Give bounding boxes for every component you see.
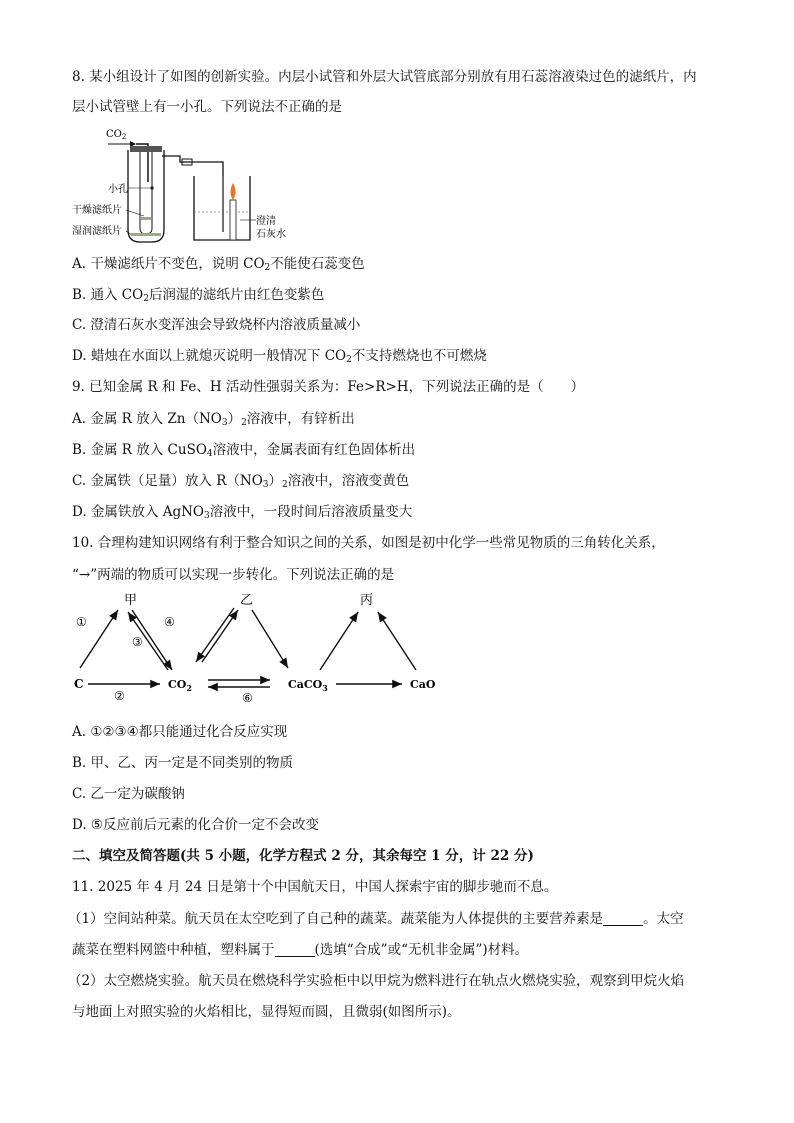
arrow-co2-to-yi [202,610,238,662]
label-n3: ③ [132,635,143,649]
q10-stem-line2: “→”两端的物质可以实现一步转化。下列说法正确的是 [72,567,395,583]
q9-a-mid: ） [227,411,242,427]
q10-option-c: C. 乙一定为碳酸钠 [72,786,185,802]
label-n2: ② [114,689,125,702]
q9-b-text: B. 金属 R 放入 CuSO [72,442,207,458]
q9-d-text: D. 金属铁放入 AgNO [72,504,204,520]
q8-option-d [72,346,487,370]
hole-dot [150,186,153,189]
q9-c-mid: ） [268,473,283,489]
q11-blank-nutrient[interactable] [603,911,643,926]
q9-d-text2: 溶液中，一段时间后溶液质量变大 [209,504,413,520]
dry-paper [141,217,151,220]
q8-option-c: C. 澄清石灰水变浑浊会导致烧杯内溶液质量减小 [72,317,361,333]
q8-d-text: D. 蜡烛在水面以上就熄灭说明一般情况下 CO [72,348,347,364]
node-cao: CaO [410,678,436,691]
wet-paper-label: 湿润滤纸片 [72,226,122,237]
q9-option-a [72,409,355,433]
hole-label: 小孔 [108,184,128,195]
inner-test-tube [140,152,152,234]
node-bing: 丙 [360,593,374,608]
q8-a-text: A. 干燥滤纸片不变色，说明 CO [72,256,265,272]
q11-part1-line2 [72,940,528,960]
q9-stem: 9. 已知金属 R 和 Fe、H 活动性强弱关系为：Fe>R>H，下列说法正确的是（ ） [72,379,585,395]
q8-a-sub: 2 [264,263,271,273]
node-co2: $CO_2$ [168,678,192,693]
q9-a-text: A. 金属 R 放入 Zn（NO [72,411,222,427]
q9-a-sub: 3 [221,418,228,428]
q11-p1-l2-text2: (选填“合成”或“无机非金属”)材料。 [314,942,529,958]
beaker [194,176,250,240]
q11-p1-l2-text: 蔬菜在塑料网篮中种植，塑料属于 [72,942,275,958]
candle-flame [231,183,236,200]
q11-stem: 11. 2025 年 4 月 24 日是第十个中国航天日，中国人探索宇宙的脚步驰而不息。 [72,879,558,895]
q9-c-sub2: 2 [282,480,288,490]
q8-a-text2: 不能使石蕊变色 [270,256,365,272]
arrow-cao-to-bing [378,612,416,670]
limewater-label-1: 澄清 [256,216,276,227]
q9-b-text2: 溶液中，金属表面有红色固体析出 [212,442,416,458]
co2-label: $CO_2$ [106,129,127,141]
q10-stem-line1: 10. 合理构建知识网络有利于整合知识之间的关系，如图是初中化学一些常见物质的三角转化关系， [72,535,665,551]
q9-option-b [72,440,415,464]
stopper [130,146,162,152]
wet-paper [131,233,161,236]
q8-stem-line2: 层小试管壁上有一小孔。下列说法不正确的是 [72,99,342,115]
q9-option-d [72,502,412,526]
node-c: C [74,677,84,691]
q10-option-a: A. ①②③④都只能通过化合反应实现 [72,724,288,740]
q11-part2-line2: 与地面上对照实验的火焰相比，显得短而圆，且微弱(如图所示)。 [72,1004,461,1020]
q9-c-text2: 溶液中，溶液变黄色 [287,473,410,489]
q11-blank-material[interactable] [275,942,315,957]
node-yi: 乙 [240,593,254,608]
q8-b-text: B. 通入 CO [72,287,144,303]
arrow-yi-to-co2 [196,608,234,662]
dry-leader [126,210,144,216]
q8-option-a [72,254,365,278]
q8-d-sub: 2 [346,355,352,365]
label-n4: ④ [164,615,175,629]
q9-c-sub: 3 [262,480,269,490]
q8-stem-line1: 8. 某小组设计了如图的创新实验。内层小试管和外层大试管底部分别放有用石蕊溶液染过色的滤纸片，内 [72,69,697,85]
q9-b-sub: 4 [206,449,213,459]
q9-d-sub: 3 [204,511,210,521]
q10-conversion-figure [68,590,448,702]
label-n1: ① [76,615,87,629]
outer-test-tube [128,150,164,242]
q8-b-text2: 后润湿的滤纸片由红色变紫色 [148,287,325,303]
q10-option-d: D. ⑤反应前后元素的化合价一定不会改变 [72,817,320,833]
q11-part2-line1: （2）太空燃烧实验。航天员在燃烧科学实验柜中以甲烷为燃料进行在轨点火燃烧实验，观察到甲烷火焰 [68,973,685,989]
q8-option-b [72,285,324,309]
node-jia: 甲 [124,593,138,608]
q10-option-b: B. 甲、乙、丙一定是不同类别的物质 [72,755,294,771]
label-n6: ⑥ [242,691,253,702]
arrow-caco3-to-bing [320,612,358,670]
q8-b-sub: 2 [143,294,149,304]
q9-c-text: C. 金属铁（足量）放入 R（NO [72,473,263,489]
limewater-label-2: 石灰水 [256,229,286,240]
q9-a-text2: 溶液中，有锌析出 [246,411,355,427]
section2-heading: 二、填空及简答题(共 5 小题，化学方程式 2 分，其余每空 1 分，计 22 分) [72,848,534,864]
q9-option-c [72,471,409,495]
q8-apparatus-figure [68,120,308,245]
q8-d-text2: 不支持燃烧也不可燃烧 [351,348,487,364]
node-caco3: CaCO$_3$ [288,678,328,693]
q11-p1-text2: 。太空 [643,911,684,927]
dry-paper-label: 干燥滤纸片 [72,205,122,216]
q11-p1-text: （1）空间站种菜。航天员在太空吃到了自己种的蔬菜。蔬菜能为人体提供的主要营养素是 [68,911,604,927]
candle [230,200,236,240]
arrow-yi-to-caco3 [252,610,288,668]
q11-part1-line1 [68,909,684,929]
q9-a-sub2: 2 [241,418,247,428]
